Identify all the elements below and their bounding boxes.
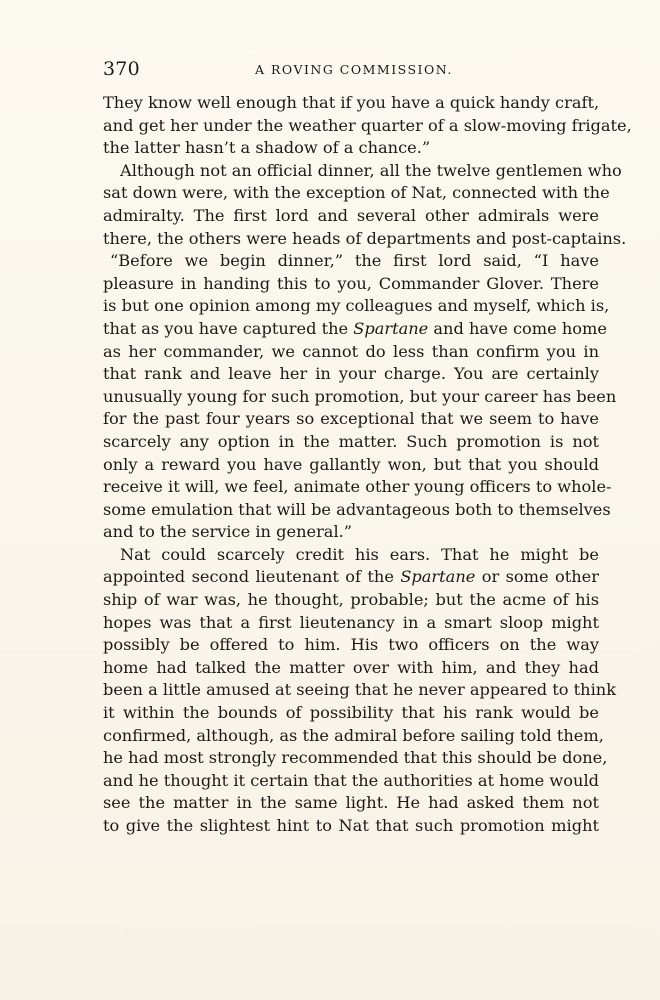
text-line: some emulation that will be advantageous both to themselves — [103, 499, 611, 519]
text-line: Nat could scarcely credit his ears. That he might be — [120, 544, 599, 564]
running-head: A ROVING COMMISSION. — [255, 62, 453, 77]
text-line: is but one opinion among my colleagues and myself, which is, — [103, 296, 610, 316]
text-line: sat down were, with the exception of Nat, connected with the — [103, 183, 610, 203]
text-line: been a little amused at seeing that he never appeared to think — [103, 680, 617, 700]
page-number: 370 — [103, 58, 140, 80]
text-line: it within the bounds of possibility that his rank would be — [103, 703, 599, 723]
text-line: scarcely any option in the matter. Such promotion is not — [103, 431, 599, 451]
text-line: pleasure in handing this to you, Commander Glover. There — [103, 273, 599, 293]
text-line: ship of war was, he thought, probable; but the acme of his — [103, 590, 599, 610]
text-line: he had most strongly recommended that this should be done, — [103, 748, 608, 768]
text-line: receive it will, we feel, animate other young officers to whole- — [103, 477, 612, 497]
text-line: possibly be offered to him. His two officers on the way — [103, 635, 599, 655]
text-line: to give the slightest hint to Nat that such promotion might — [103, 816, 599, 835]
text-line: and get her under the weather quarter of a slow-moving frigate, — [103, 115, 632, 135]
text-line: admiralty. The first lord and several other admirals were — [103, 205, 599, 225]
ship-name: Spartane — [400, 567, 476, 587]
text-line italic-title: appointed second lieutenant of the Spartane or some other — [103, 567, 599, 587]
text-line: “Before we begin dinner,” the first lord said, “I have — [110, 251, 599, 271]
page-header — [103, 58, 599, 82]
text-line italic-title: that as you have captured the Spartane and have come home — [103, 318, 607, 338]
text-line: as her commander, we cannot do less than confirm you in — [103, 341, 599, 361]
ship-name: Spartane — [353, 318, 429, 338]
body-text — [103, 92, 632, 838]
text-line: confirmed, although, as the admiral before sailing told them, — [103, 725, 604, 745]
text-line: the latter hasn’t a shadow of a chance.” — [103, 138, 431, 158]
text-line: and he thought it certain that the authorities at home would — [103, 770, 599, 790]
text-line: home had talked the matter over with him, and they had — [103, 657, 599, 677]
text-line: only a reward you have gallantly won, but that you should — [103, 454, 599, 474]
text-line: there, the others were heads of departments and post-captains. — [103, 228, 627, 248]
text-line: for the past four years so exceptional that we seem to have — [103, 409, 599, 429]
text-line: unusually young for such promotion, but your career has been — [103, 386, 617, 406]
text-line: and to the service in general.” — [103, 522, 353, 542]
text-line: see the matter in the same light. He had asked them not — [103, 793, 599, 813]
text-line: that rank and leave her in your charge. You are certainly — [103, 364, 599, 384]
text-line: They know well enough that if you have a quick handy craft, — [103, 93, 600, 112]
text-line: hopes was that a first lieutenancy in a smart sloop might — [103, 612, 599, 632]
text-line: Although not an official dinner, all the twelve gentlemen who — [120, 160, 622, 180]
